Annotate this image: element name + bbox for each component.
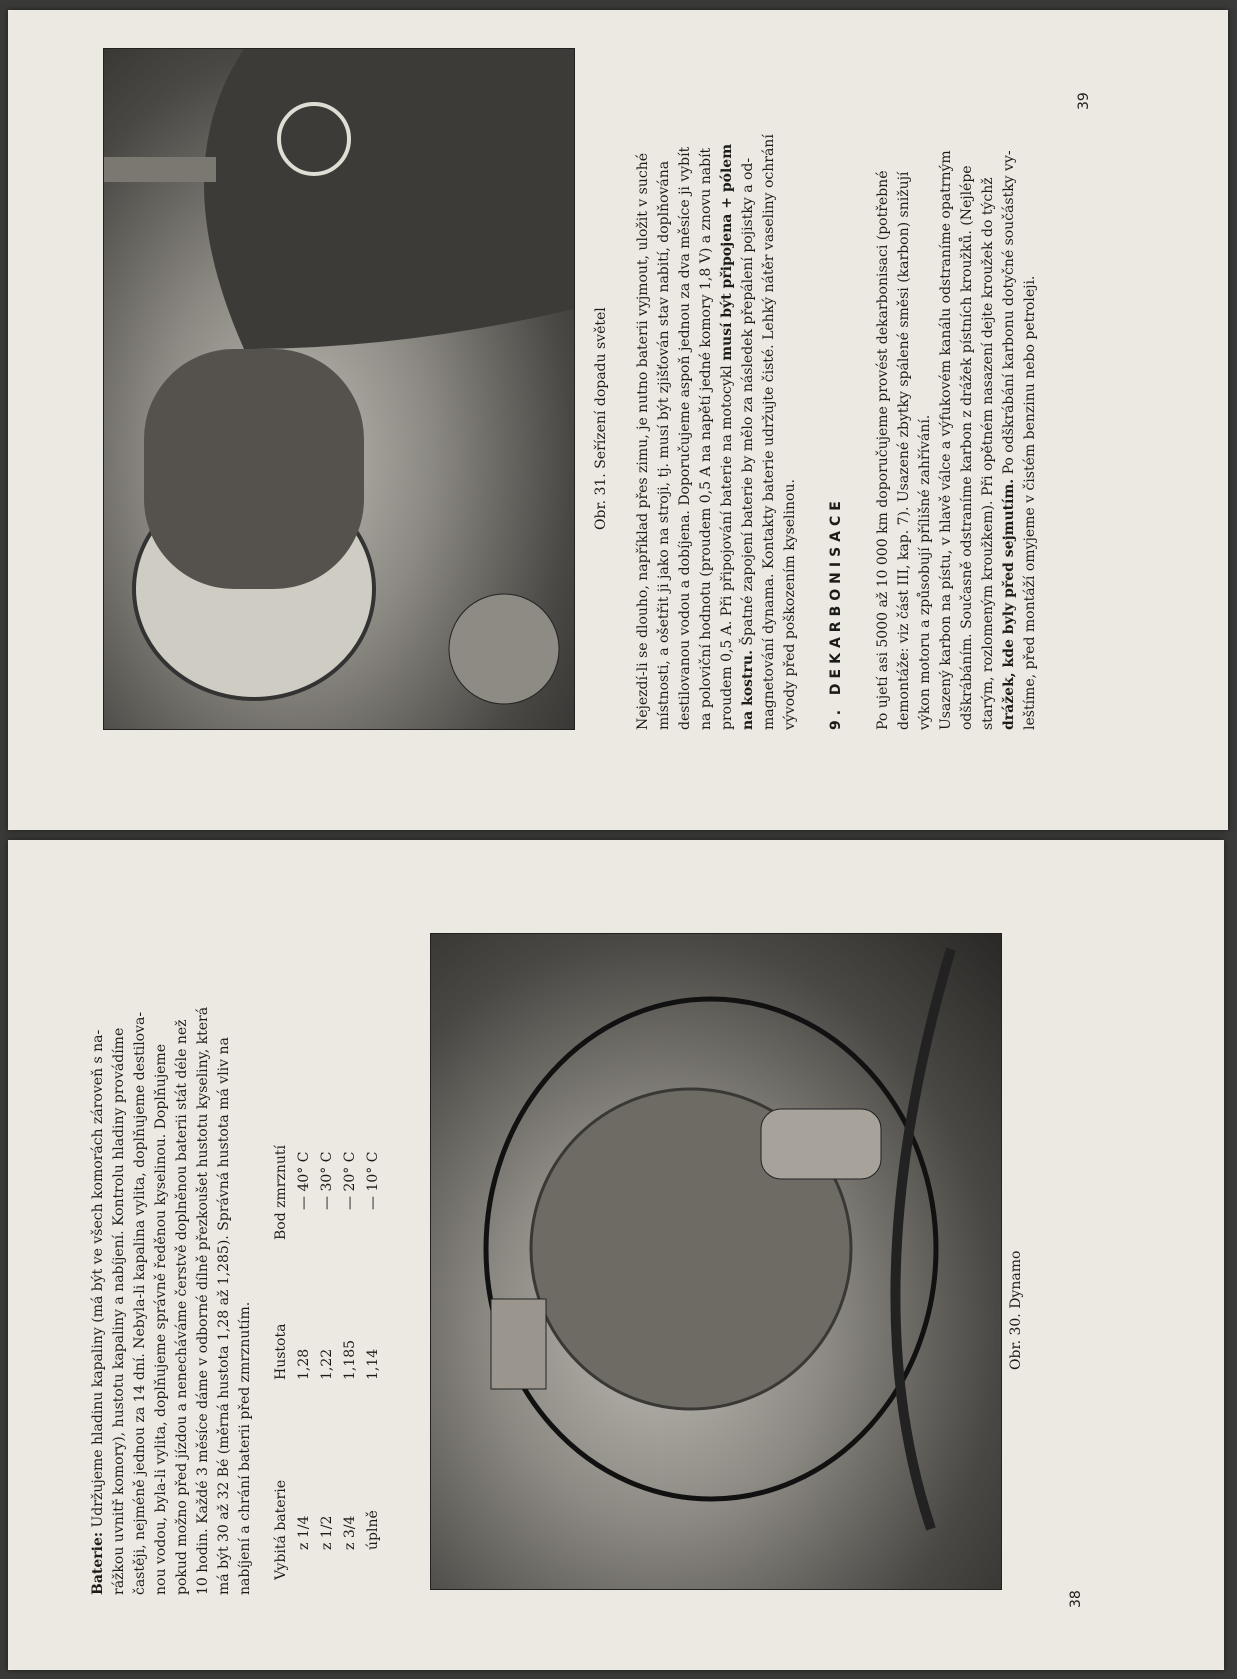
table-cell: — 30° C [318,1151,335,1210]
paragraph-line: odškrábáním. Současně odstraníme karbon z drážek pístních kroužků. (Nejlépe [959,165,975,730]
table-row [316,1110,339,1580]
table-cell: z 1/4 [295,1515,312,1550]
headlight-housing [144,349,364,589]
paragraph-line: 10 hodin. Každé 3 měsíce dáme v odborné dílně přezkoušet hustotu kyseliny, která [195,1006,211,1595]
table-cell: 1,185 [341,1339,358,1380]
paragraph-line: vývody před poškozením kyselinou. [782,479,798,730]
figure-30-caption: Obr. 30. Dynamo [1008,1250,1024,1370]
paragraph-line: starým, rozlomeným kroužkem). Při opětném nasazení dejte kroužek do týchž [980,177,996,730]
table-cell: — 40° C [295,1151,312,1210]
dynamo-photo [430,933,1002,1590]
left-page [8,840,1224,1670]
fuel-tank [204,49,574,349]
paragraph-line: drážek, kde byly před sejmutím. Po odškrábání karbonu dotyčné součástky vy- [1001,150,1017,730]
page-number-38: 38 [1068,1590,1084,1608]
table-cell: — 20° C [341,1151,358,1210]
storage-paragraph [633,30,801,730]
table-cell: — 10° C [364,1151,381,1210]
handlebar [104,157,216,182]
capacitor [761,1109,881,1179]
table-cell: 1,22 [318,1348,335,1380]
table-header-row [270,1110,293,1580]
table-header: Bod zmrznutí [272,1145,289,1240]
paragraph-line: Nejezdí-li se dlouho, například přes zimu, je nutno baterii vyjmout, uložit v suché [635,152,651,730]
decarbonisation-paragraph [873,30,1041,730]
table-header: Hustota [272,1323,289,1380]
paragraph-line: Po ujetí asi 5000 až 10 000 km doporučujeme provést dekarbonisaci (potřebné [875,170,891,730]
paragraph-line: častěji, nejméně jednou za 14 dní. Nebyla-li kapalina vylita, doplňujeme destilova- [132,1011,148,1595]
paragraph-line: magnetování dynama. Kontakty baterie udržujte čisté. Lehký nátěr vaseliny ochrání [761,134,777,730]
paragraph-line: na kostru. Špatné zapojení baterie by mělo za následek přepálení pojistky a od- [740,157,756,730]
paragraph-line: rážkou uvnitř komory), hustotu kapaliny a nabíjení. Kontrolu hladiny provádíme [111,1027,127,1595]
page-number-39: 39 [1076,92,1092,110]
paragraph-line: destilovanou vodou a dobíjena. Doporučujeme aspoň jednou za dva měsíce ji vybít [677,146,693,730]
paragraph-line: místnosti, a ošetřit ji jako na stroji, tj. musí být zjišťován stav nabití, doplňována [656,160,672,730]
horn [449,594,559,704]
table-cell: z 1/2 [318,1515,335,1550]
paragraph-line: leštíme, před montáží omyjeme v čistém benzinu nebo petroleji. [1022,275,1038,730]
battery-paragraph [88,875,256,1595]
right-page [8,10,1228,830]
paragraph-line: Usazený karbon na pístu, v hlavě válce a výfukovém kanálu odstraníme opatrným [938,150,954,730]
paragraph-line: Baterie: Udržujeme hladinu kapaliny (má být ve všech komorách zároveň s na- [90,1029,106,1595]
paragraph-line: výkon motoru a způsobují přílišné zahřívání. [917,414,933,730]
table-header: Vybitá baterie [272,1480,289,1580]
paragraph-line: na poloviční hodnotu (proudem 0,5 A na napětí jedné komory 1,8 V) a znovu nabít [698,147,714,730]
headlight-illustration [104,49,574,729]
table-row [362,1110,385,1580]
table-cell: 1,14 [364,1348,381,1380]
figure-31-caption: Obr. 31. Seřízení dopadu světel [593,307,609,530]
paragraph-line: nabíjení a chrání baterii před zmrznutím. [237,1301,253,1595]
paragraph-line: nou vodou, byla-li vylita, doplňujeme správně ředěnou kyselinou. Doplňujeme [153,1043,169,1595]
table-cell: z 3/4 [341,1515,358,1550]
table-row [293,1110,316,1580]
cable [895,949,951,1529]
section-heading: 9. DEKARBONISACE [828,496,844,730]
dynamo-illustration [431,934,1001,1589]
left-page-content [8,840,1084,1670]
right-page-content [8,10,1092,830]
table-row [339,1110,362,1580]
paragraph-line: demontáže: viz část III, kap. 7). Usazené zbytky spálené směsi (karbon) snižují [896,171,912,730]
terminal-block [491,1299,546,1389]
table-cell: úplně [364,1510,381,1550]
headlight-photo [103,48,575,730]
paragraph-line: proudem 0,5 A. Při připojování baterie na motocykl musí být připojena + pólem [719,143,735,730]
density-table [270,1110,385,1580]
paragraph-line: má být 30 až 32 Bé (měrná hustota 1,28 až 1,285). Správná hustota má vliv na [216,1037,232,1595]
paragraph-line: pokud možno před jízdou a nenecháváme čerstvě doplněnou baterii stát déle než [174,1019,190,1595]
table-cell: 1,28 [295,1348,312,1380]
